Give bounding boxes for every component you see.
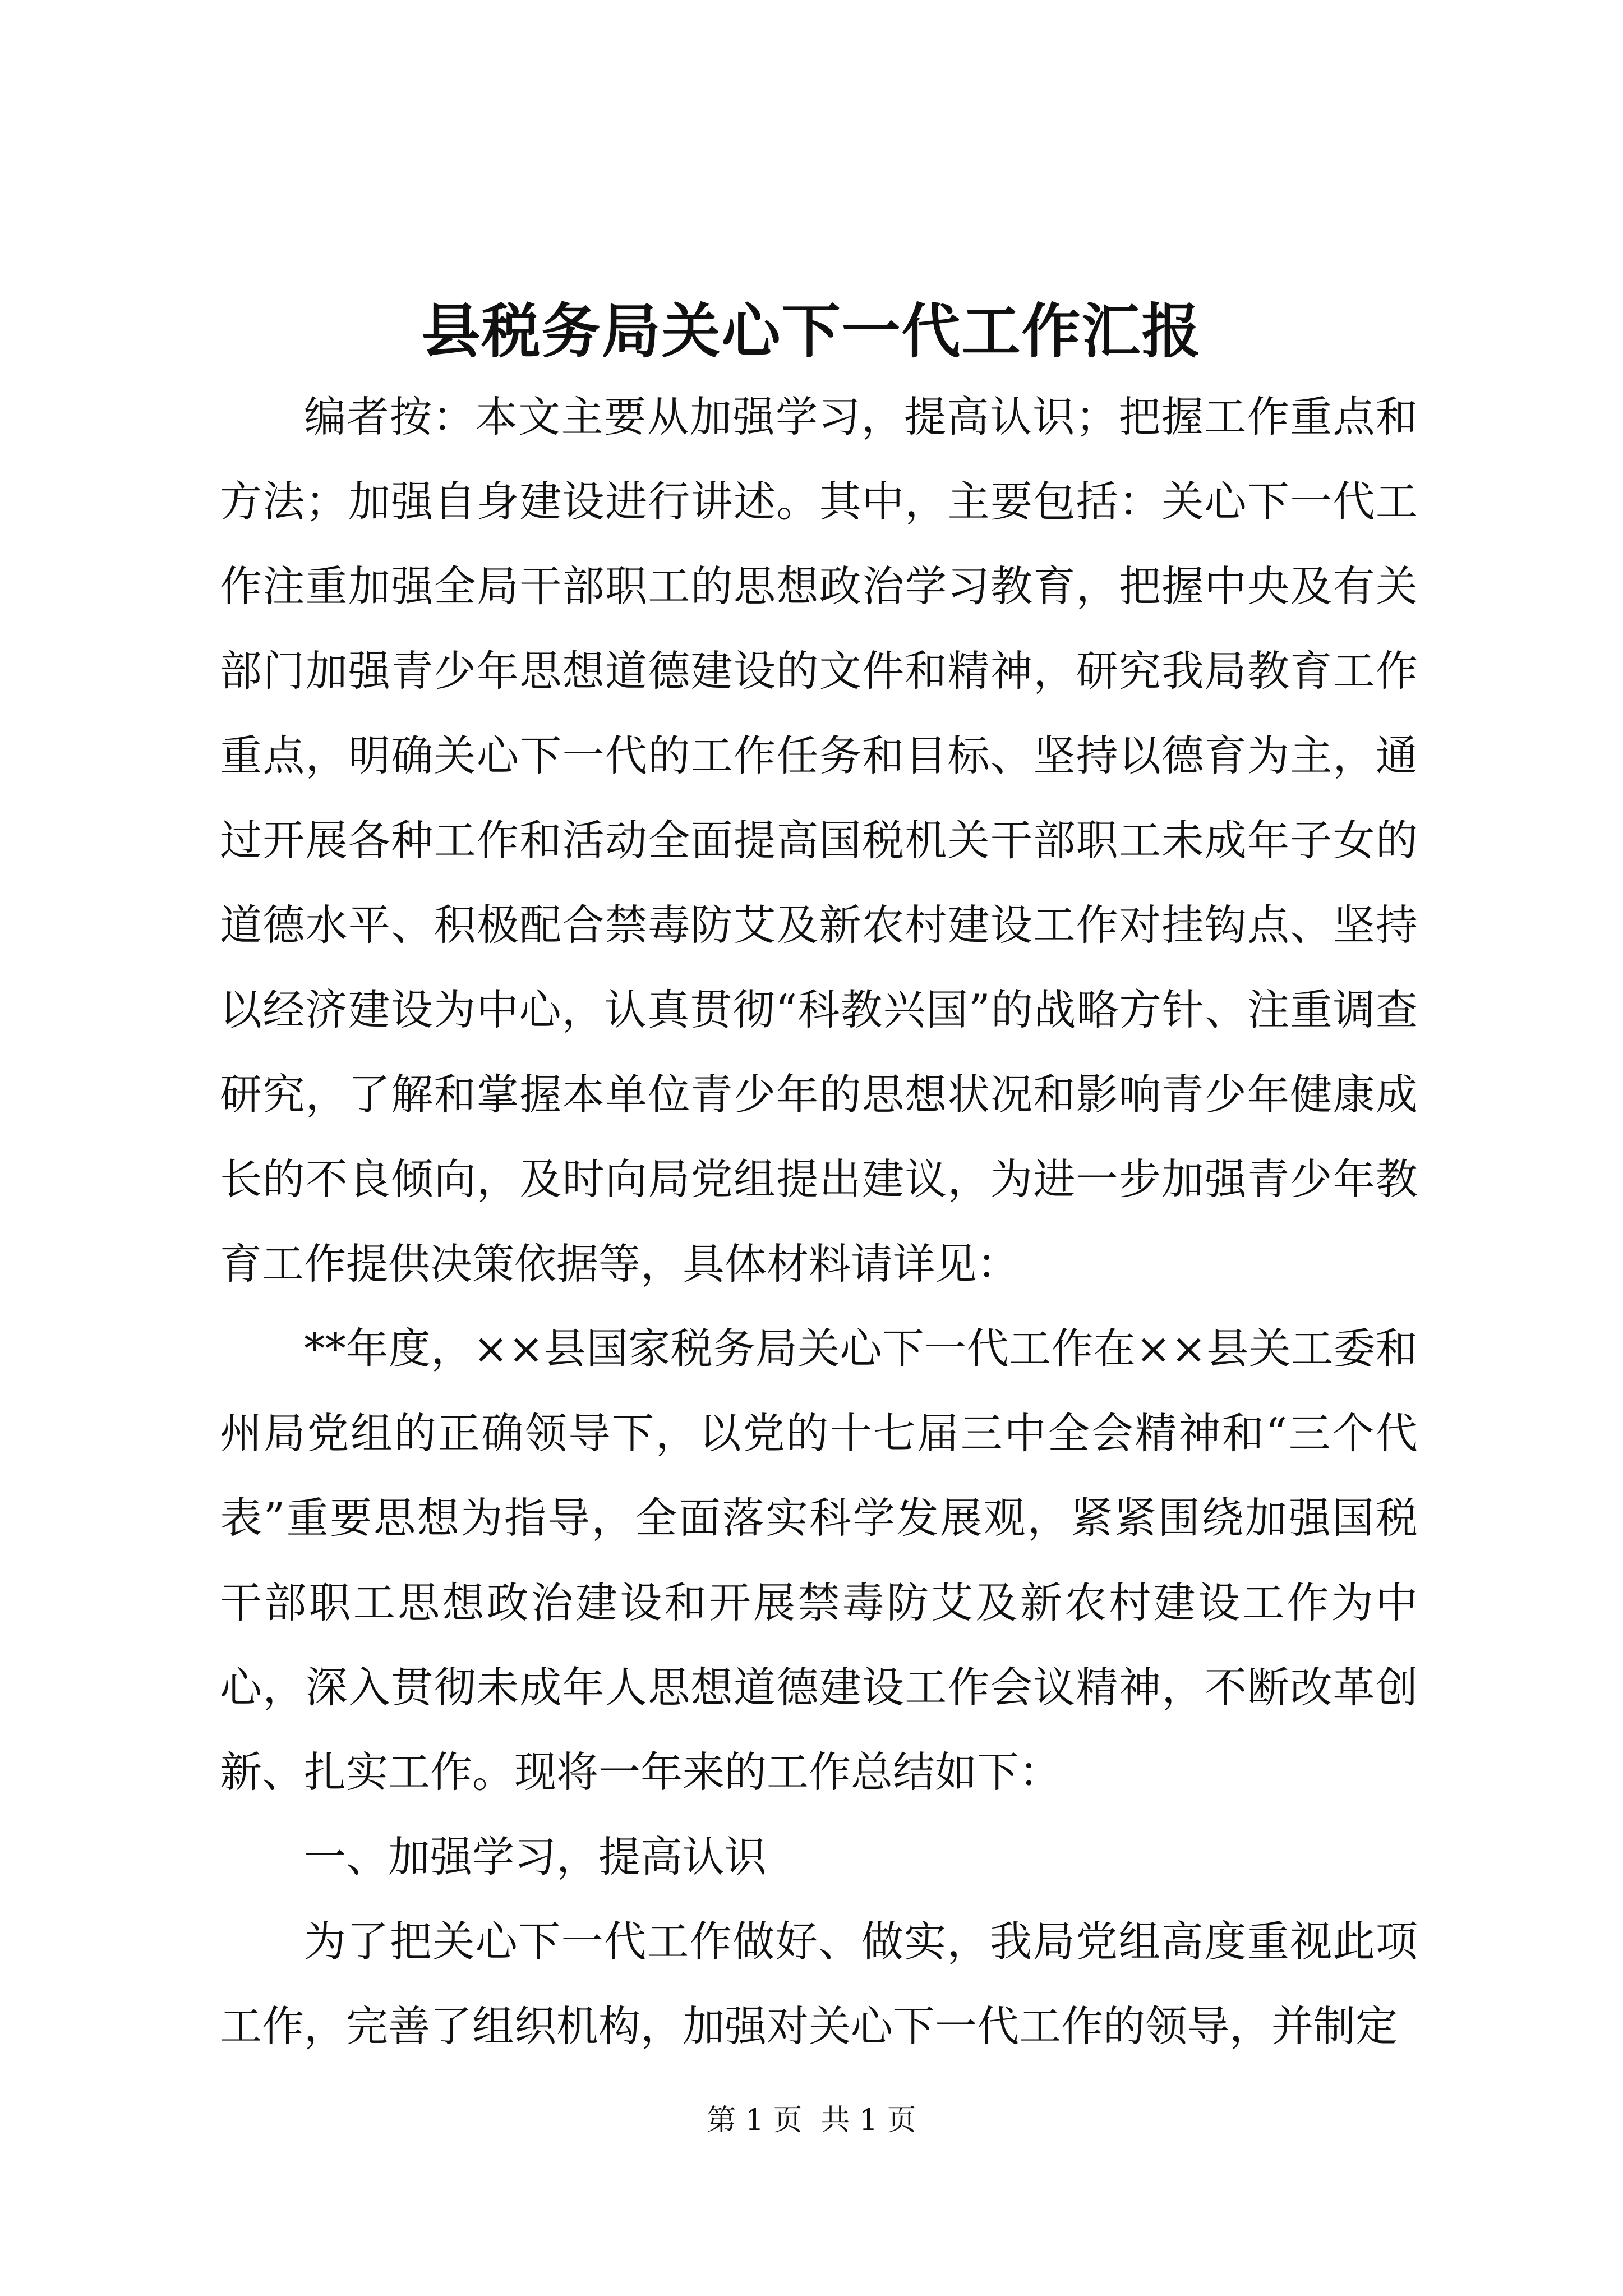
document-body bbox=[220, 375, 1418, 2069]
section-1-paragraph: 为了把关心下一代工作做好、做实，我局党组高度重视此项工作，完善了组织机构，加强对关心下一代工作的领导，并制定 bbox=[220, 1917, 1418, 2051]
editor-note-paragraph: 编者按：本文主要从加强学习，提高认识；把握工作重点和方法；加强自身建设进行讲述。其中，主要包括：关心下一代工作注重加强全局干部职工的思想政治学习教育，把握中央及有关部门加强青少年思想道德建设的文件和精神，研究我局教育工作重点，明确关心下一代的工作任务和目标、坚持以德育为主，通过开展各种工作和活动全面提高国税机关干部职工未成年子女的道德水平、积极配合禁毒防艾及新农村建设工作对挂钩点、坚持以经济建设为中心，认真贯彻“科教兴国”的战略方针、注重调查研究，了解和掌握本单位青少年的思想状况和影响青少年健康成长的不良倾向，及时向局党组提出建议，为进一步加强青少年教育工作提供决策依据等，具体材料请详见： bbox=[220, 392, 1418, 1289]
page-number-label: 第 1 页 共 1 页 bbox=[707, 2104, 916, 2137]
document-title: 县税务局关心下一代工作汇报 bbox=[421, 296, 1202, 366]
section-heading-1: 一、加强学习，提高认识 bbox=[304, 1832, 767, 1881]
page-footer bbox=[0, 2098, 1623, 2143]
intro-paragraph: **年度，××县国家税务局关心下一代工作在××县关工委和州局党组的正确领导下，以党的十七届三中全会精神和“三个代表”重要思想为指导，全面落实科学发展观，紧紧围绕加强国税干部职工思想政治建设和开展禁毒防艾及新农村建设工作为中心，深入贯彻未成年人思想道德建设工作会议精神，不断改革创新、扎实工作。现将一年来的工作总结如下： bbox=[220, 1324, 1418, 1797]
